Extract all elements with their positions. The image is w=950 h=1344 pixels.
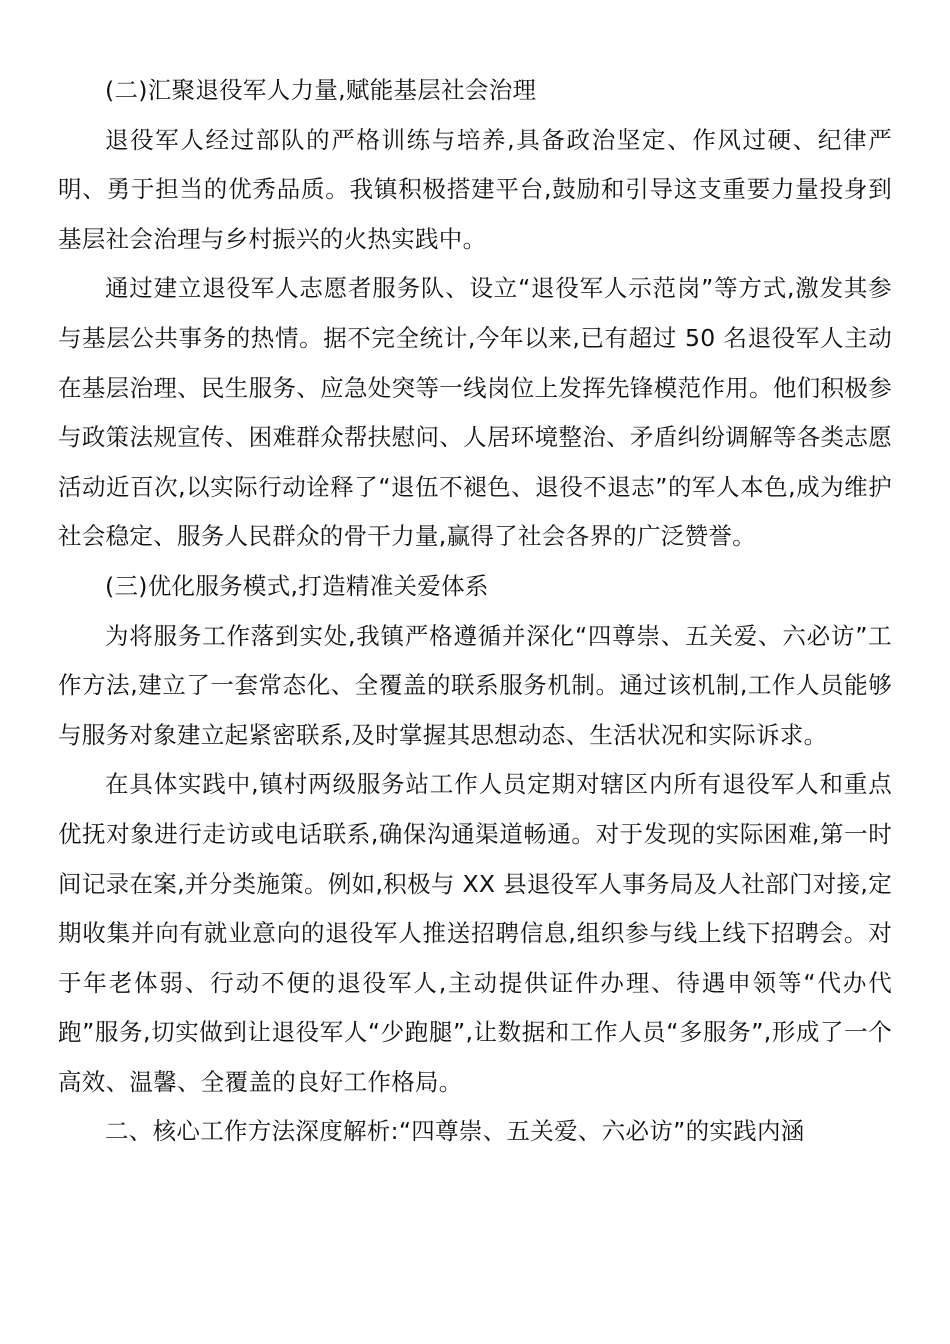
document-page xyxy=(58,66,892,1157)
paragraph-practice-details: 在具体实践中,镇村两级服务站工作人员定期对辖区内所有退役军人和重点优抚对象进行走访或电话联系,确保沟通渠道畅通。对于发现的实际困难,第一时间记录在案,并分类施策。例如,积极与 XX 县退役军人事务局及人社部门对接,定期收集并向有就业意向的退役军人推送招聘信息,组织参与线上线下招聘会。对于年老体弱、行动不便的退役军人,主动提供证件办理、待遇申领等“代办代跑”服务,切实做到让退役军人“少跑腿”,让数据和工作人员“多服务”,形成了一个高效、温馨、全覆盖的良好工作格局。 xyxy=(58,770,892,1096)
section-heading-2: (二)汇聚退役军人力量,赋能基层社会治理 xyxy=(105,76,537,104)
paragraph-service-mechanism: 为将服务工作落到实处,我镇严格遵循并深化“四尊崇、五关爱、六必访”工作方法,建立了一套常态化、全覆盖的联系服务机制。通过该机制,工作人员能够与服务对象建立起紧密联系,及时掌握其思想动态、生活状况和实际诉求。 xyxy=(58,621,892,749)
paragraph-veteran-qualities: 退役军人经过部队的严格训练与培养,具备政治坚定、作风过硬、纪律严明、勇于担当的优秀品质。我镇积极搭建平台,鼓励和引导这支重要力量投身到基层社会治理与乡村振兴的火热实践中。 xyxy=(58,125,892,253)
chapter-heading-2: 二、核心工作方法深度解析:“四尊崇、五关爱、六必访”的实践内涵 xyxy=(105,1117,805,1146)
paragraph-volunteer-service: 通过建立退役军人志愿者服务队、设立“退役军人示范岗”等方式,激发其参与基层公共事务的热情。据不完全统计,今年以来,已有超过 50 名退役军人主动在基层治理、民生服务、应急处突等一线岗位上发挥先锋模范作用。他们积极参与政策法规宣传、困难群众帮扶慰问、人居环境整治、矛盾纠纷调解等各类志愿活动近百次,以实际行动诠释了“退伍不褪色、退役不退志”的军人本色,成为维护社会稳定、服务人民群众的骨干力量,赢得了社会各界的广泛赞誉。 xyxy=(58,274,892,551)
section-heading-3: (三)优化服务模式,打造精准关爱体系 xyxy=(105,571,489,600)
